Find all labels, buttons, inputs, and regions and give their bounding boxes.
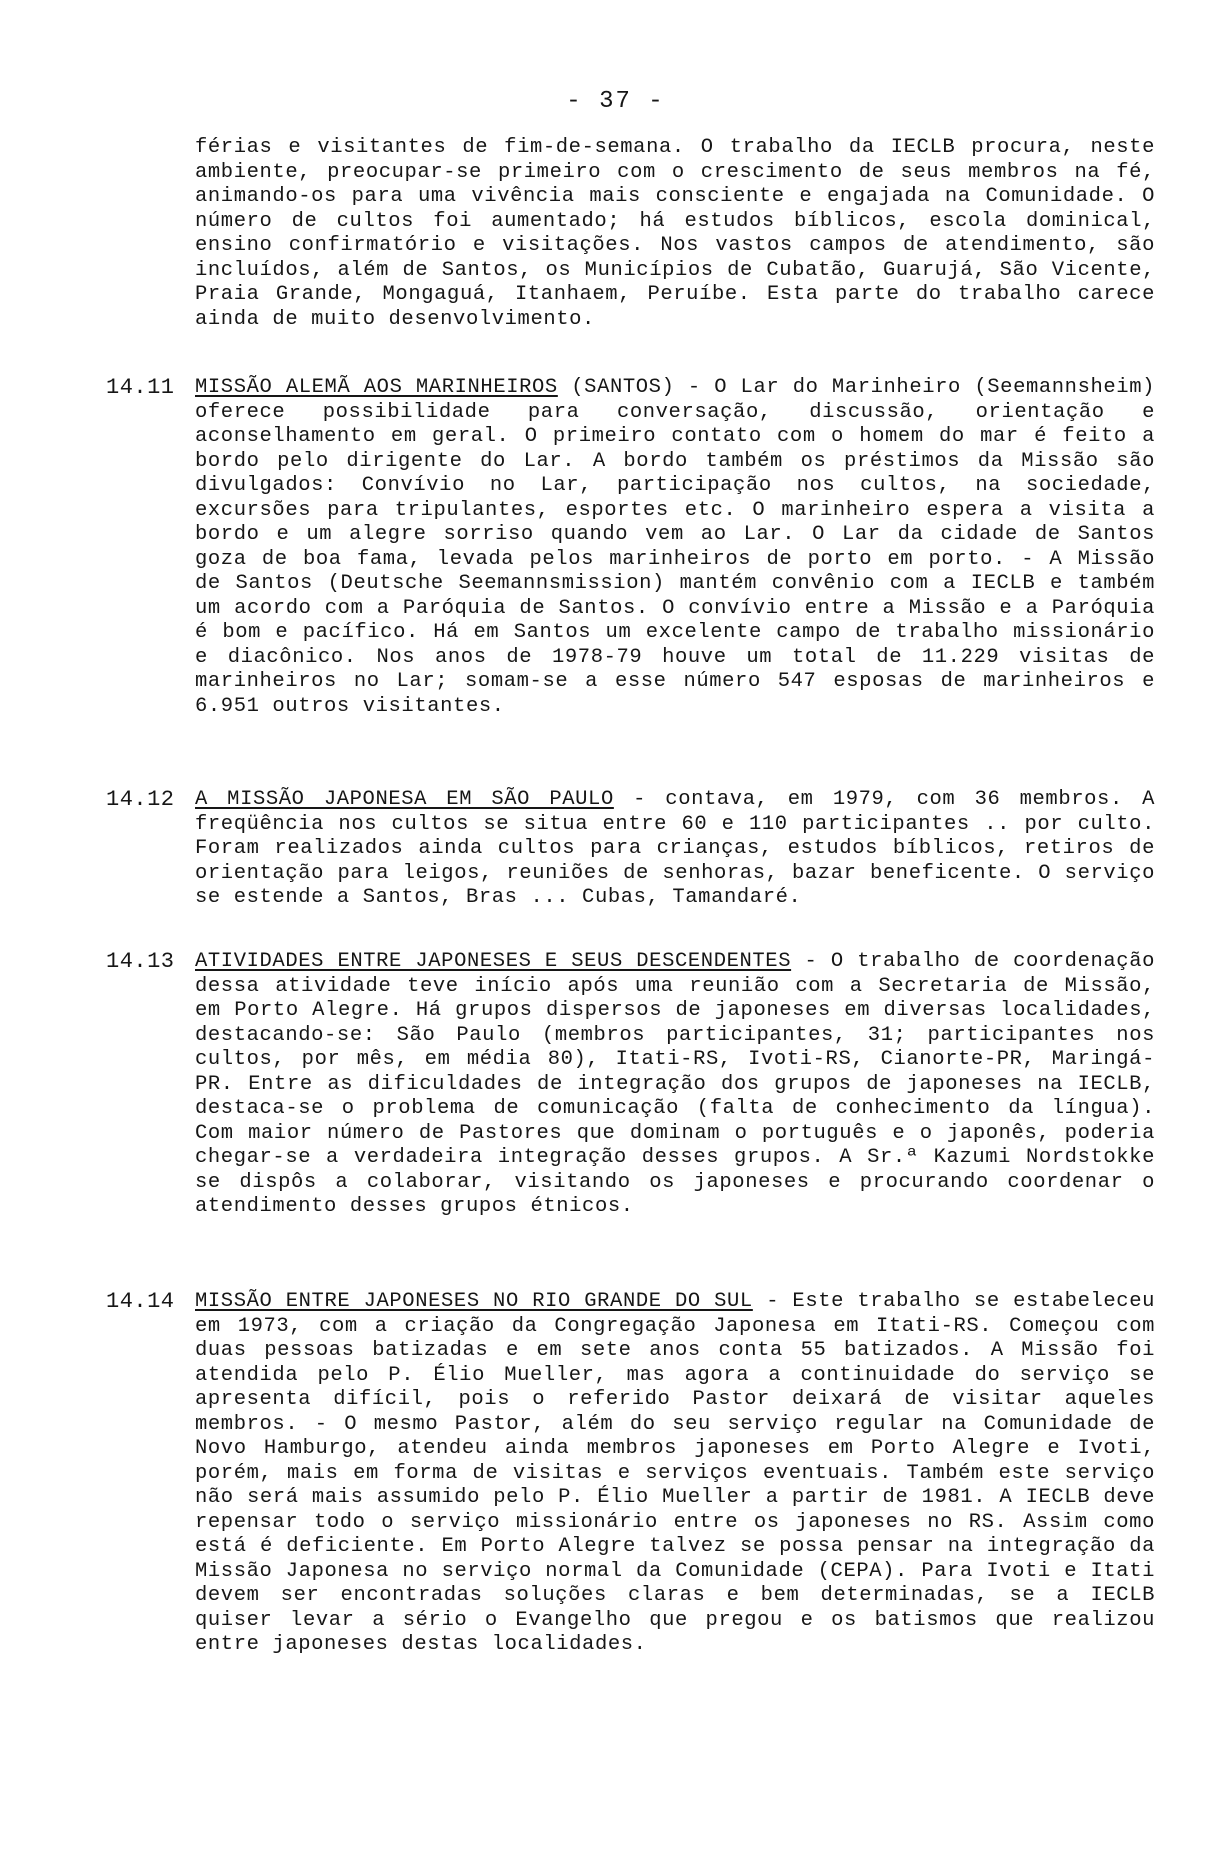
section-text: (SANTOS) - O Lar do Marinheiro (Seemannsheim) oferece possibilidade para conversação, discussão, orientação e aconselhamento em geral. O primeiro contato com o homem do mar é feito a bordo pelo dirigente do Lar. A bordo também os préstimos da Missão são divulgados: Convívio no Lar, participação nos cultos, na sociedade, excursões para tripulantes, esportes etc. O marinheiro espera a visita a bordo e um alegre sorriso quando vem ao Lar. O Lar da cidade de Santos goza de boa fama, levada pelos marinheiros de porto em porto. - A Missão de Santos (Deutsche Seemannsmission) mantém convênio com a IECLB e também um acordo com a Paróquia de Santos. O convívio entre a Missão e a Paróquia é bom e pacífico. Há em Santos um excelente campo de trabalho missionário e diacônico. Nos anos de 1978-79 houve um total de 11.229 visitas de marinheiros no Lar; somam-se a esse número 547 esposas de marinheiros e 6.951 outros visitantes. <box>195 376 1155 718</box>
intro-paragraph: férias e visitantes de fim-de-semana. O trabalho da IECLB procura, neste ambiente, preocupar-se primeiro com o crescimento de seus membros na fé, animando-os para uma vivência mais consciente e engajada na Comunidade. O número de cultos foi aumentado; há estudos bíblicos, escola dominical, ensino confirmatório e visitações. Nos vastos campos de atendimento, são incluídos, além de Santos, os Municípios de Cubatão, Guarujá, São Vicente, Praia Grande, Mongaguá, Itanhaem, Peruíbe. Esta parte do trabalho carece ainda de muito desenvolvimento. <box>195 136 1155 331</box>
section-text: - contava, em 1979, com 36 membros. A freqüência nos cultos se situa entre 60 e 110 participantes .. por culto. Foram realizados ainda cultos para crianças, estudos bíblicos, retiros de orientação para leigos, reuniões de senhoras, bazar beneficente. O serviço se estende a Santos, Bras ... Cubas, Tamandaré. <box>195 788 1156 909</box>
section-number: 14.11 <box>106 375 175 400</box>
section-title: MISSÃO ENTRE JAPONESES NO RIO GRANDE DO SUL <box>195 1290 753 1313</box>
section-body <box>195 950 1155 1220</box>
section-number: 14.13 <box>106 949 175 974</box>
section-body <box>195 788 1155 911</box>
section-title: ATIVIDADES ENTRE JAPONESES E SEUS DESCENDENTES <box>195 950 792 973</box>
page-number: - 37 - <box>566 88 665 115</box>
section-title: A MISSÃO JAPONESA EM SÃO PAULO <box>195 788 614 811</box>
section-text: - Este trabalho se estabeleceu em 1973, com a criação da Congregação Japonesa em Itati-RS. Começou com duas pessoas batizadas e em sete anos conta 55 batizados. A Missão foi atendida pelo P. Élio Mueller, mas agora a continuidade do serviço se apresenta difícil, pois o referido Pastor deixará de visitar aqueles membros. - O mesmo Pastor, além do seu serviço regular na Comunidade de Novo Hamburgo, atendeu ainda membros japoneses em Porto Alegre e Ivoti, porém, mais em forma de visitas e serviços eventuais. Também este serviço não será mais assumido pelo P. Élio Mueller a partir de 1981. A IECLB deve repensar todo o serviço missionário entre os japoneses no RS. Assim como está é deficiente. Em Porto Alegre talvez se possa pensar na integração da Missão Japonesa no serviço normal da Comunidade (CEPA). Para Ivoti e Itati devem ser encontradas soluções claras e bem determinadas, se a IECLB quiser levar a sério o Evangelho que pregou e os batismos que realizou entre japoneses destas localidades. <box>195 1290 1155 1656</box>
section-number: 14.14 <box>106 1289 175 1314</box>
section-body <box>195 376 1155 719</box>
section-number: 14.12 <box>106 787 175 812</box>
section-body <box>195 1290 1155 1658</box>
section-title: MISSÃO ALEMÃ AOS MARINHEIROS <box>195 376 558 399</box>
section-text: - O trabalho de coordenação dessa atividade teve início após uma reunião com a Secretaria de Missão, em Porto Alegre. Há grupos dispersos de japoneses em diversas localidades, destacando-se: São Paulo (membros participantes, 31; participantes nos cultos, por mês, em média 80), Itati-RS, Ivoti-RS, Cianorte-PR, Maringá-PR. Entre as dificuldades de integração dos grupos de japoneses na IECLB, destaca-se o problema de comunicação (falta de conhecimento da língua). Com maior número de Pastores que dominam o português e o japonês, poderia chegar-se a verdadeira integração desses grupos. A Sr.ª Kazumi Nordstokke se dispôs a colaborar, visitando os japoneses e procurando coordenar o atendimento desses grupos étnicos. <box>195 950 1155 1218</box>
